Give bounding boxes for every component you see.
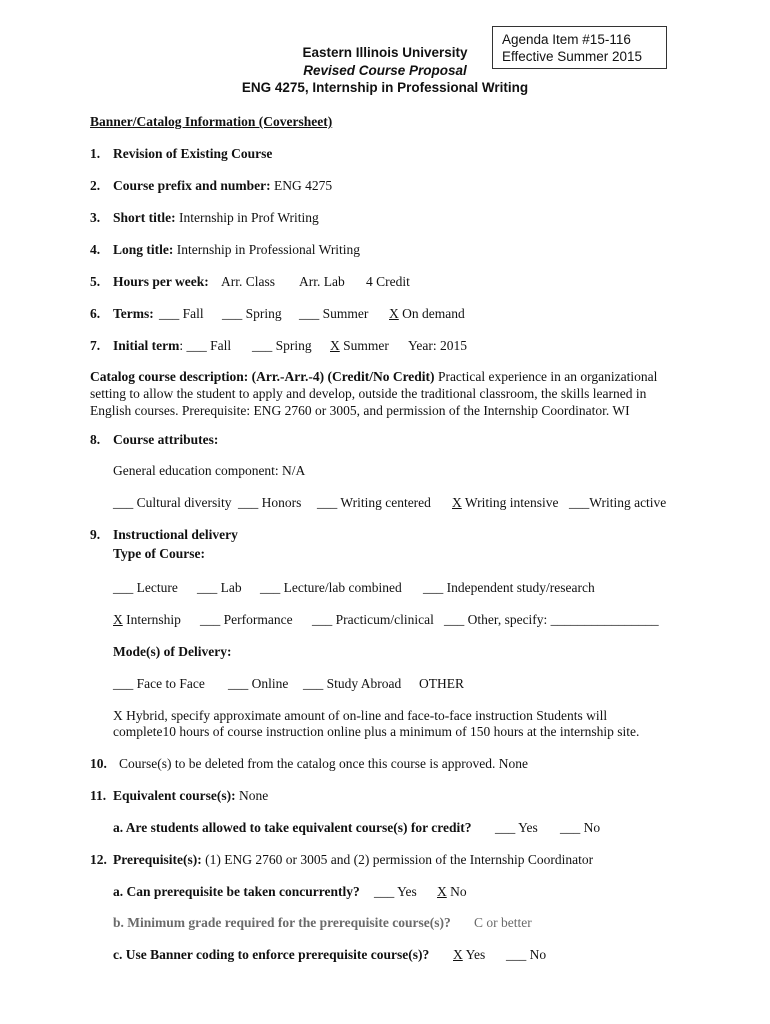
gened-component: General education component: N/A	[113, 463, 306, 478]
short-title-label: Short title:	[113, 210, 176, 225]
summer-label: Summer	[339, 338, 389, 353]
agenda-item-number: Agenda Item #15-116	[502, 32, 631, 47]
concurrent-no-label: No	[446, 884, 467, 899]
item-number: 6.	[90, 306, 101, 321]
type-performance: ___ Performance	[200, 612, 293, 627]
item-number: 1.	[90, 146, 101, 161]
term-summer: ___ Summer	[299, 306, 369, 321]
concurrent-question: a. Can prerequisite be taken concurrently?	[113, 884, 360, 899]
proposal-title: Revised Course Proposal	[303, 63, 467, 78]
type-lecture: ___ Lecture	[113, 580, 178, 595]
hours-class: Arr. Class	[221, 274, 275, 289]
type-lab: ___ Lab	[197, 580, 242, 595]
mode-label: Mode(s) of Delivery:	[113, 644, 232, 659]
section-heading: Banner/Catalog Information (Coversheet)	[90, 114, 333, 129]
courses-deleted: Course(s) to be deleted from the catalog once this course is approved. None	[119, 756, 528, 771]
concurrent-no-mark: X	[437, 884, 447, 899]
attr-writing-centered: ___ Writing centered	[317, 495, 431, 510]
banner-coding-question: c. Use Banner coding to enforce prerequisite course(s)?	[113, 947, 430, 962]
mode-other: OTHER	[419, 676, 464, 691]
initial-term-label: Initial term	[113, 338, 180, 353]
delivery-label: Instructional delivery	[113, 527, 238, 542]
item-number: 12.	[90, 852, 107, 867]
item-number: 9.	[90, 527, 101, 542]
item-number: 2.	[90, 178, 101, 193]
hours-lab: Arr. Lab	[299, 274, 345, 289]
internship-mark: X	[113, 612, 123, 627]
item-number: 3.	[90, 210, 101, 225]
equivalent-yes: ___ Yes	[495, 820, 538, 835]
item-number: 11.	[90, 788, 107, 803]
banner-yes-label: Yes	[462, 947, 486, 962]
course-title: ENG 4275, Internship in Professional Writing	[241, 80, 529, 95]
type-internship	[113, 612, 181, 628]
attr-writing-active: ___Writing active	[569, 495, 667, 510]
short-title-row	[113, 210, 319, 226]
initial-term-year: Year: 2015	[408, 338, 468, 353]
course-prefix-label: Course prefix and number:	[113, 178, 271, 193]
term-fall: ___ Fall	[159, 306, 204, 321]
equivalent-value: None	[235, 788, 269, 803]
mode-study-abroad: ___ Study Abroad	[303, 676, 402, 691]
banner-coding-no: ___ No	[506, 947, 547, 962]
university-name: Eastern Illinois University	[302, 45, 468, 60]
hours-label: Hours per week:	[113, 274, 209, 289]
attr-cultural: ___ Cultural diversity	[113, 495, 232, 510]
writing-intensive-label: Writing intensive	[461, 495, 559, 510]
min-grade-question: b. Minimum grade required for the prerequisite course(s)?	[113, 915, 451, 930]
equivalent-label: Equivalent course(s):	[113, 788, 236, 803]
course-prefix-value: ENG 4275	[270, 178, 333, 193]
concurrent-no	[437, 884, 467, 900]
prerequisite-value: (1) ENG 2760 or 3005 and (2) permission of the Internship Coordinator	[201, 852, 594, 867]
type-other: ___ Other, specify: ________________	[444, 612, 659, 627]
term-on-demand	[389, 306, 465, 322]
initial-term-summer	[330, 338, 389, 354]
type-independent: ___ Independent study/research	[423, 580, 595, 595]
hours-credit: 4 Credit	[366, 274, 410, 289]
attr-writing-intensive	[452, 495, 558, 511]
item-number: 5.	[90, 274, 101, 289]
long-title-label: Long title:	[113, 242, 174, 257]
prerequisite-row	[113, 852, 593, 868]
catalog-description	[90, 368, 690, 419]
hybrid-line-2: complete10 hours of course instruction online plus a minimum of 150 hours at the internship site.	[113, 724, 640, 739]
item-number: 8.	[90, 432, 101, 447]
on-demand-mark: X	[389, 306, 399, 321]
catalog-label: Catalog course description: (Arr.-Arr.-4) (Credit/No Credit)	[90, 369, 435, 384]
prerequisite-label: Prerequisite(s):	[113, 852, 202, 867]
long-title-row	[113, 242, 360, 258]
catalog-text: Practical experience in an organizational setting to allow the student to apply and develop, outside the traditional classroom, the skills learned in English courses. Prerequisite: ENG 2760 or 3005, and permission of the Internship Coordinator. WI	[90, 369, 658, 418]
item-number: 4.	[90, 242, 101, 257]
summer-mark: X	[330, 338, 340, 353]
terms-label: Terms:	[113, 306, 154, 321]
term-spring: ___ Spring	[222, 306, 282, 321]
equivalent-no: ___ No	[560, 820, 601, 835]
short-title-value: Internship in Prof Writing	[175, 210, 319, 225]
min-grade-value: C or better	[474, 915, 532, 930]
initial-term-row	[113, 338, 231, 354]
hybrid-line-1: X Hybrid, specify approximate amount of on-line and face-to-face instruction Students will	[113, 708, 608, 723]
equivalent-question: a. Are students allowed to take equivalent course(s) for credit?	[113, 820, 472, 835]
mode-face-to-face: ___ Face to Face	[113, 676, 205, 691]
revision-label: Revision of Existing Course	[113, 146, 273, 161]
equivalent-row	[113, 788, 268, 804]
attributes-label: Course attributes:	[113, 432, 219, 447]
initial-term-fall: : ___ Fall	[179, 338, 232, 353]
effective-term: Effective Summer 2015	[502, 49, 643, 64]
mode-online: ___ Online	[228, 676, 289, 691]
type-of-course-label: Type of Course:	[113, 546, 205, 561]
banner-coding-yes	[453, 947, 485, 963]
writing-intensive-mark: X	[452, 495, 462, 510]
item-number: 10.	[90, 756, 107, 771]
type-lecture-lab: ___ Lecture/lab combined	[260, 580, 402, 595]
attr-honors: ___ Honors	[238, 495, 302, 510]
internship-label: Internship	[122, 612, 181, 627]
concurrent-yes: ___ Yes	[374, 884, 417, 899]
course-prefix-row	[113, 178, 332, 194]
banner-yes-mark: X	[453, 947, 463, 962]
type-practicum: ___ Practicum/clinical	[312, 612, 434, 627]
initial-term-spring: ___ Spring	[252, 338, 312, 353]
on-demand-label: On demand	[398, 306, 465, 321]
item-number: 7.	[90, 338, 101, 353]
long-title-value: Internship in Professional Writing	[173, 242, 361, 257]
